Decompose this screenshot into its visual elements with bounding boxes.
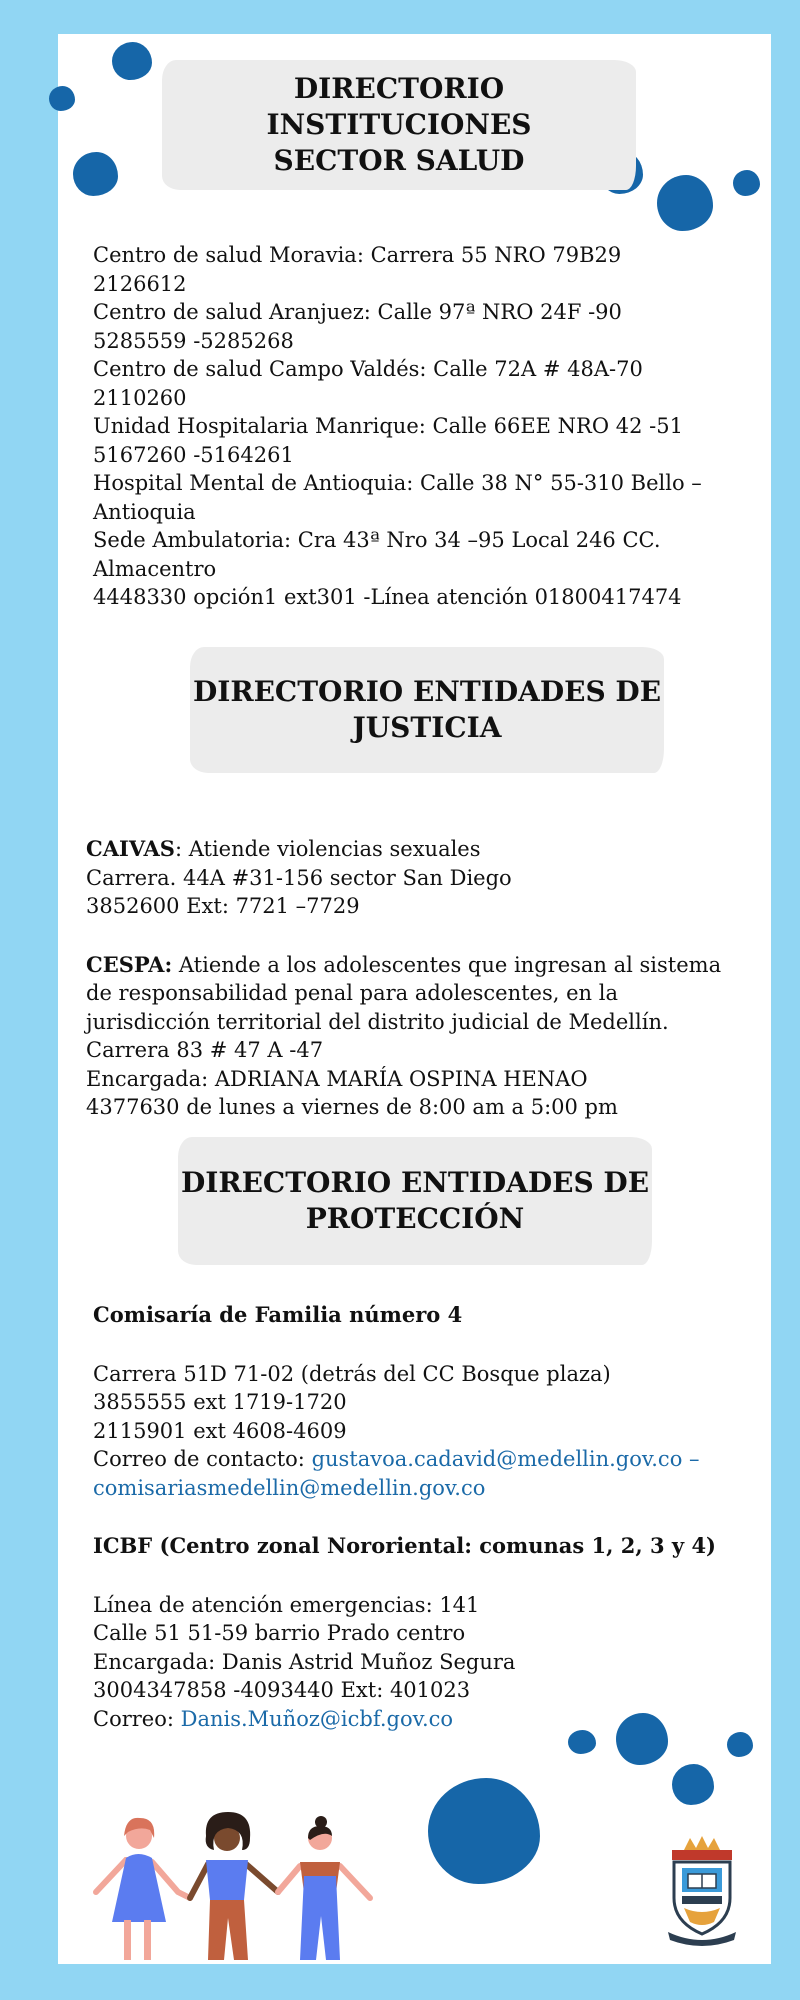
spacer [93,1330,716,1360]
proteccion-banner [178,1137,652,1265]
salud-line: Centro de salud Campo Valdés: Calle 72A # 48A-70 [93,357,643,381]
salud-line: 5167260 -5164261 [93,442,294,467]
salud-line: Hospital Mental de Antioquia: Calle 38 N° 55-310 Bello – [93,471,702,495]
people-holding-hands-illustration [78,1800,408,1970]
spacer [86,921,721,951]
cespa-desc-3: jurisdicción territorial del distrito judicial de Medellín. [86,1009,669,1034]
salud-line: 2126612 [93,271,187,296]
cespa-name: CESPA: [86,951,173,977]
salud-line: Centro de salud Moravia: Carrera 55 NRO 79B29 [93,243,622,267]
institution-crest-icon [664,1836,740,1948]
salud-line: 2110260 [93,385,187,410]
decorative-blob [733,170,760,196]
icbf-email-line [93,1705,716,1734]
icbf-address: Calle 51 51-59 barrio Prado centro [93,1621,466,1645]
icbf-emergency: Línea de atención emergencias: 141 [93,1592,480,1617]
decorative-blob [568,1730,596,1754]
icbf-manager: Encargada: Danis Astrid Muñoz Segura [93,1649,516,1674]
proteccion-list [93,1301,716,1733]
caivas-address: Carrera. 44A #31-156 sector San Diego [86,865,512,890]
comisaria-email-line [93,1445,716,1474]
salud-line: Almacentro [93,556,217,581]
decorative-blob [112,42,152,80]
spacer [93,1561,716,1591]
icbf-phone: 3004347858 -4093440 Ext: 401023 [93,1678,471,1702]
justicia-list [86,835,721,1122]
spacer [93,1502,716,1532]
decorative-blob [727,1732,753,1757]
decorative-blob [73,152,118,196]
caivas-desc: : Atiende violencias sexuales [174,837,481,861]
salud-line: Antioquia [93,499,196,524]
cespa-schedule: 4377630 de lunes a viernes de 8:00 am a 5:00 pm [86,1095,618,1119]
comisaria-email-link-1[interactable]: gustavoa.cadavid@medellin.gov.co – [311,1447,700,1471]
caivas-phone: 3852600 Ext: 7721 –7729 [86,894,360,918]
decorative-blob [657,175,713,231]
salud-list [93,241,702,612]
salud-banner [162,60,636,190]
decorative-blob [49,86,75,111]
salud-line: Sede Ambulatoria: Cra 43ª Nro 34 –95 Local 246 CC. [93,528,661,552]
salud-line: Centro de salud Aranjuez: Calle 97ª NRO 24F -90 [93,300,622,324]
comisaria-email-label: Correo de contacto: [93,1447,312,1471]
caivas-line [86,835,721,864]
icbf-email-link[interactable]: Danis.Muñoz@icbf.gov.co [180,1706,454,1731]
cespa-desc-2: de responsabilidad penal para adolescentes, en la [86,981,618,1005]
cespa-manager: Encargada: ADRIANA MARÍA OSPINA HENAO [86,1066,588,1091]
comisaria-phone-1: 3855555 ext 1719-1720 [93,1390,347,1414]
salud-line: 5285559 -5285268 [93,328,294,353]
justicia-banner [190,647,664,773]
comisaria-email-link-2[interactable]: comisariasmedellin@medellin.gov.co [93,1475,486,1500]
comisaria-phone-2: 2115901 ext 4608-4609 [93,1418,347,1443]
comisaria-heading: Comisaría de Familia número 4 [93,1302,463,1327]
caivas-name: CAIVAS [86,836,175,861]
salud-line: 4448330 opción1 ext301 -Línea atención 01800417474 [93,585,682,609]
decorative-blob [428,1778,540,1884]
salud-title: DIRECTORIO INSTITUCIONES SECTOR SALUD [266,72,532,177]
salud-line: Unidad Hospitalaria Manrique: Calle 66EE NRO 42 -51 [93,414,683,438]
cespa-line [86,951,721,980]
cespa-address: Carrera 83 # 47 A -47 [86,1038,324,1062]
icbf-email-label: Correo: [93,1706,181,1731]
decorative-blob [672,1764,714,1805]
icbf-heading: ICBF (Centro zonal Nororiental: comunas 1, 2, 3 y 4) [93,1533,716,1558]
cespa-desc: Atiende a los adolescentes que ingresan al sistema [172,952,722,977]
justicia-title: DIRECTORIO ENTIDADES DE JUSTICIA [192,675,662,744]
comisaria-address: Carrera 51D 71-02 (detrás del CC Bosque plaza) [93,1361,611,1386]
proteccion-title: DIRECTORIO ENTIDADES DE PROTECCIÓN [180,1166,650,1235]
